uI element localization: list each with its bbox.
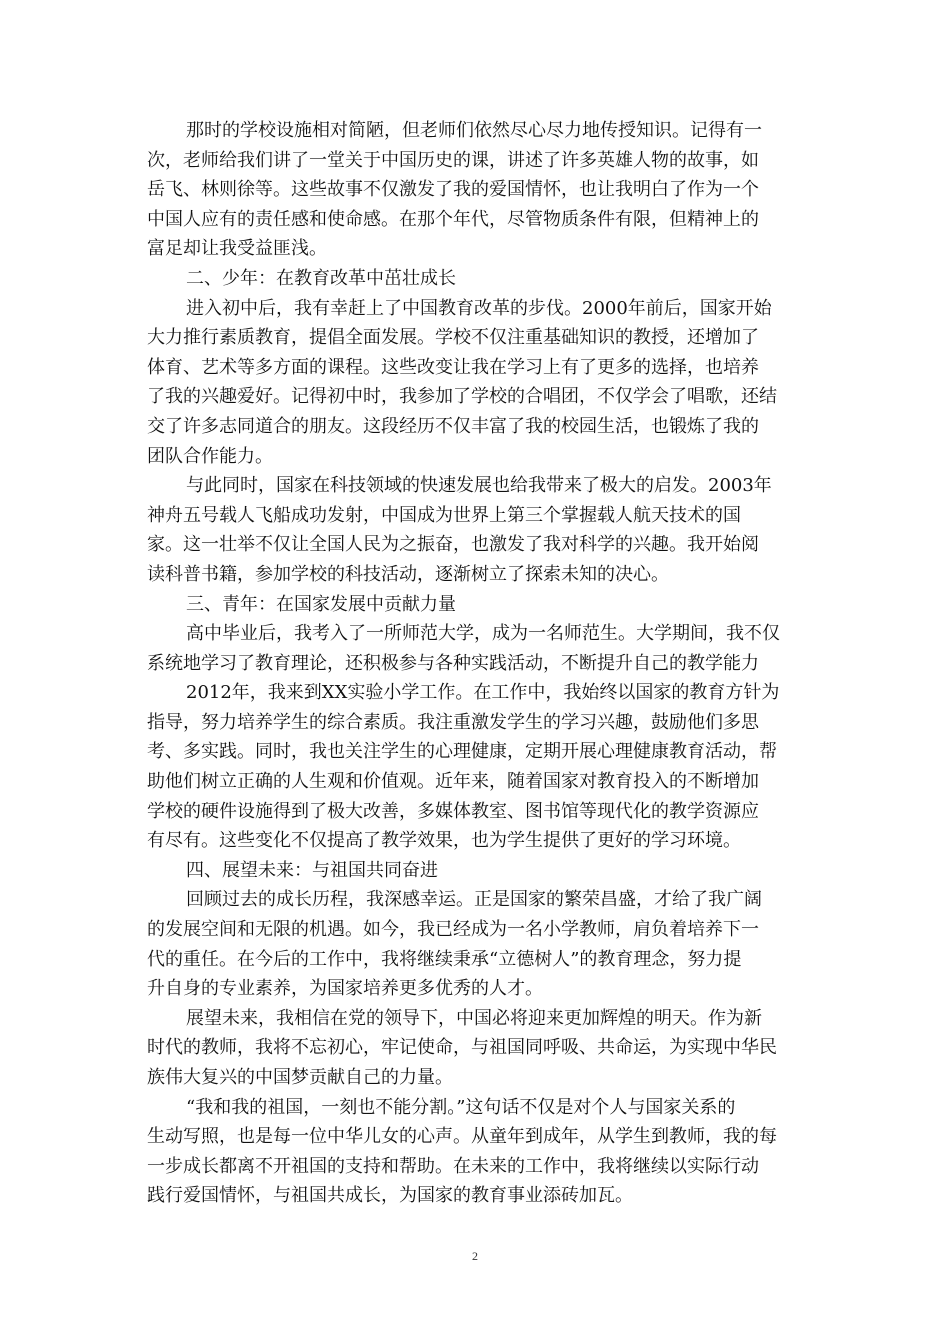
text-line: 体育、艺术等多方面的课程。这些改变让我在学习上有了更多的选择，也培养: [147, 356, 759, 378]
text-line: 交了许多志同道合的朋友。这段经历不仅丰富了我的校园生活，也锻炼了我的: [147, 415, 759, 437]
text-line: 与此同时，国家在科技领域的快速发展也给我带来了极大的启发。2003年: [186, 475, 772, 497]
text-line: 富足却让我受益匪浅。: [147, 238, 327, 260]
text-line: 四、展望未来：与祖国共同奋进: [186, 859, 438, 881]
text-line: 二、少年：在教育改革中茁壮成长: [186, 267, 456, 289]
text-line: 中国人应有的责任感和使命感。在那个年代，尽管物质条件有限，但精神上的: [147, 208, 759, 230]
text-line: 指导，努力培养学生的综合素质。我注重激发学生的学习兴趣，鼓励他们多思: [147, 711, 759, 733]
text-line: 践行爱国情怀，与祖国共成长，为国家的教育事业添砖加瓦。: [147, 1185, 633, 1207]
text-line: 2012年，我来到XX实验小学工作。在工作中，我始终以国家的教育方针为: [186, 682, 780, 704]
text-line: 了我的兴趣爱好。记得初中时，我参加了学校的合唱团，不仅学会了唱歌，还结: [147, 386, 777, 408]
text-line: 那时的学校设施相对简陋，但老师们依然尽心尽力地传授知识。记得有一: [186, 120, 762, 141]
text-line: 代的重任。在今后的工作中，我将继续秉承“立德树人”的教育理念，努力提: [147, 948, 742, 970]
text-line: 有尽有。这些变化不仅提高了教学效果，也为学生提供了更好的学习环境。: [147, 830, 741, 852]
document-body: [147, 116, 811, 1211]
text-line: 的发展空间和无限的机遇。如今，我已经成为一名小学教师，肩负着培养下一: [147, 919, 759, 941]
text-line: 进入初中后，我有幸赶上了中国教育改革的步伐。2000年前后，国家开始: [186, 297, 772, 319]
text-line: 三、青年：在国家发展中贡献力量: [186, 593, 456, 615]
text-line: 学校的硬件设施得到了极大改善，多媒体教室、图书馆等现代化的教学资源应: [147, 800, 759, 822]
text-line: 岳飞、林则徐等。这些故事不仅激发了我的爱国情怀，也让我明白了作为一个: [147, 179, 759, 201]
text-line: 生动写照，也是每一位中华儿女的心声。从童年到成年，从学生到教师，我的每: [147, 1126, 777, 1148]
text-line: “我和我的祖国，一刻也不能分割。”这句话不仅是对个人与国家关系的: [186, 1096, 736, 1118]
text-line: 考、多实践。同时，我也关注学生的心理健康，定期开展心理健康教育活动，帮: [147, 741, 777, 763]
text-line: 神舟五号载人飞船成功发射，中国成为世界上第三个掌握载人航天技术的国: [147, 504, 741, 526]
text-line: 家。这一壮举不仅让全国人民为之振奋，也激发了我对科学的兴趣。我开始阅: [147, 534, 759, 556]
text-line: 次，老师给我们讲了一堂关于中国历史的课，讲述了许多英雄人物的故事，如: [147, 149, 759, 171]
page-number: 2: [472, 1249, 478, 1263]
text-line: 时代的教师，我将不忘初心，牢记使命，与祖国同呼吸、共命运，为实现中华民: [147, 1037, 777, 1059]
text-line: 高中毕业后，我考入了一所师范大学，成为一名师范生。大学期间，我不仅: [186, 623, 780, 645]
text-line: 一步成长都离不开祖国的支持和帮助。在未来的工作中，我将继续以实际行动: [147, 1155, 759, 1177]
text-line: 族伟大复兴的中国梦贡献自己的力量。: [147, 1067, 453, 1088]
text-line: 助他们树立正确的人生观和价值观。近年来，随着国家对教育投入的不断增加: [147, 771, 759, 793]
text-line: 大力推行素质教育，提倡全面发展。学校不仅注重基础知识的教授，还增加了: [147, 327, 759, 349]
text-line: 系统地学习了教育理论，还积极参与各种实践活动，不断提升自己的教学能力: [147, 652, 759, 674]
text-line: 读科普书籍，参加学校的科技活动，逐渐树立了探索未知的决心。: [147, 563, 669, 585]
text-line: 升自身的专业素养，为国家培养更多优秀的人才。: [147, 978, 543, 1000]
text-line: 展望未来，我相信在党的领导下，中国必将迎来更加辉煌的明天。作为新: [186, 1007, 762, 1029]
text-line: 回顾过去的成长历程，我深感幸运。正是国家的繁荣昌盛，才给了我广阔: [186, 889, 762, 911]
text-line: 团队合作能力。: [147, 445, 273, 467]
